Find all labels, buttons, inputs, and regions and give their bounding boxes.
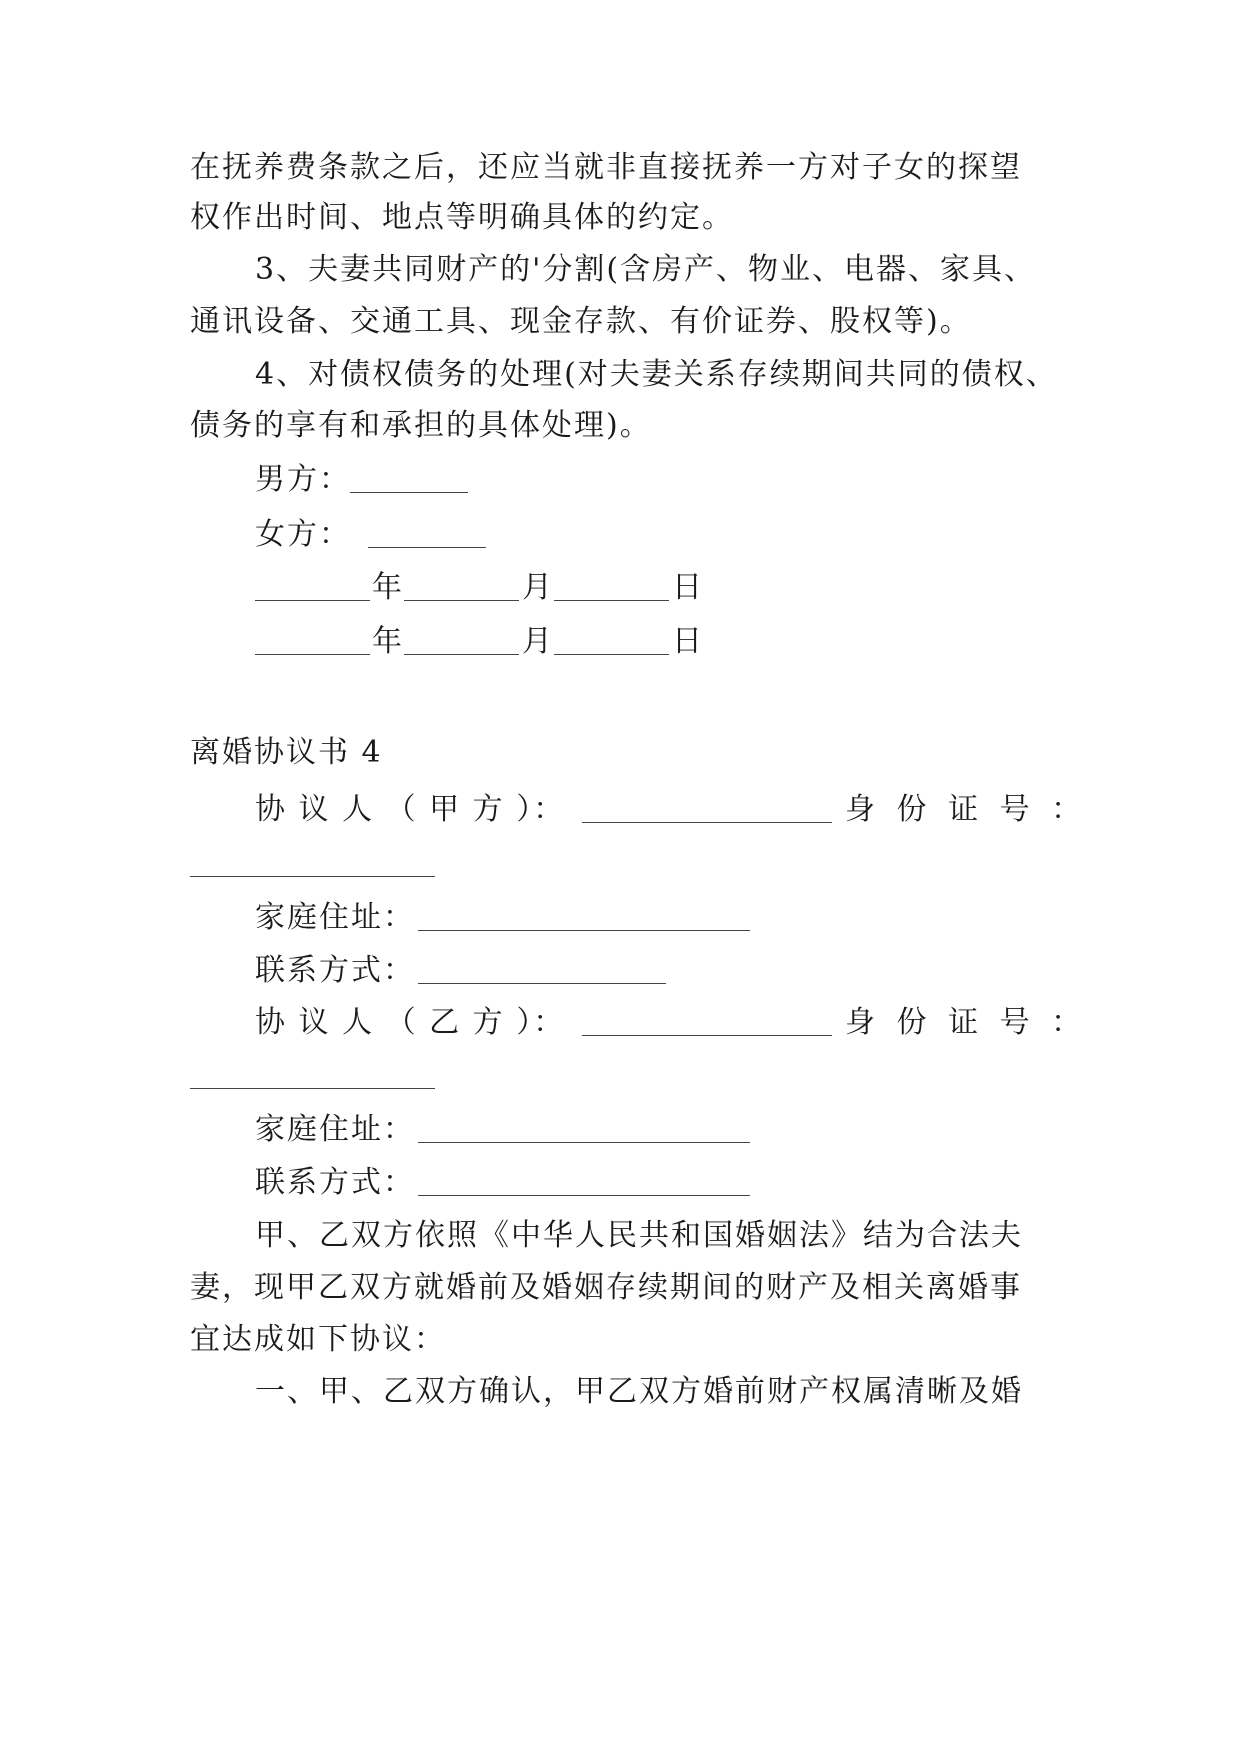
text-line: 权作出时间、地点等明确具体的约定。 xyxy=(190,200,734,235)
month-label: 月 xyxy=(522,624,554,659)
party-b-contact-label: 联系方式： xyxy=(255,1165,415,1200)
text-line: 债务的享有和承担的具体处理)。 xyxy=(190,408,652,443)
party-a-id-blank xyxy=(190,876,435,877)
month-blank xyxy=(404,600,519,601)
party-a-address-label: 家庭住址： xyxy=(255,900,415,935)
text-line: 宜达成如下协议： xyxy=(190,1322,446,1357)
male-signature-blank xyxy=(350,492,468,493)
female-signature-label: 女方： xyxy=(255,517,351,552)
text-line: 甲、乙双方依照《中华人民共和国婚姻法》结为合法夫 xyxy=(255,1218,1023,1253)
party-b-address-label: 家庭住址： xyxy=(255,1112,415,1147)
party-a-contact-blank xyxy=(418,983,666,984)
year-label: 年 xyxy=(372,624,404,659)
month-label: 月 xyxy=(522,570,554,605)
party-b-contact-blank xyxy=(418,1195,750,1196)
id-number-label: 身 份 证 号 ： xyxy=(845,1005,1088,1040)
year-blank xyxy=(255,654,370,655)
male-signature-label: 男方： xyxy=(255,462,351,497)
day-blank xyxy=(554,600,669,601)
day-label: 日 xyxy=(672,624,704,659)
text-line: 在抚养费条款之后，还应当就非直接抚养一方对子女的探望 xyxy=(190,150,1022,185)
party-a-name-blank xyxy=(582,822,832,823)
party-a-label: 协 议 人 （ 甲 方 ）： xyxy=(255,792,566,827)
party-b-id-blank xyxy=(190,1088,435,1089)
text-line: 3、夫妻共同财产的'分割(含房产、物业、电器、家具、 xyxy=(255,252,1037,287)
text-line: 4、对债权债务的处理(对夫妻关系存续期间共同的债权、 xyxy=(255,357,1058,392)
female-signature-blank xyxy=(368,547,486,548)
text-line: 妻，现甲乙双方就婚前及婚姻存续期间的财产及相关离婚事 xyxy=(190,1270,1022,1305)
month-blank xyxy=(404,654,519,655)
day-label: 日 xyxy=(672,570,704,605)
party-a-address-blank xyxy=(418,930,750,931)
text-line: 通讯设备、交通工具、现金存款、有价证券、股权等)。 xyxy=(190,304,972,339)
party-b-label: 协 议 人 （ 乙 方 ）： xyxy=(255,1005,566,1040)
party-b-name-blank xyxy=(582,1035,832,1036)
day-blank xyxy=(554,654,669,655)
party-b-address-blank xyxy=(418,1142,750,1143)
text-line: 一、甲、乙双方确认，甲乙双方婚前财产权属清晰及婚 xyxy=(255,1374,1023,1409)
party-a-contact-label: 联系方式： xyxy=(255,953,415,988)
id-number-label: 身 份 证 号 ： xyxy=(845,792,1088,827)
year-label: 年 xyxy=(372,570,404,605)
year-blank xyxy=(255,600,370,601)
section-title: 离婚协议书 4 xyxy=(190,735,383,770)
